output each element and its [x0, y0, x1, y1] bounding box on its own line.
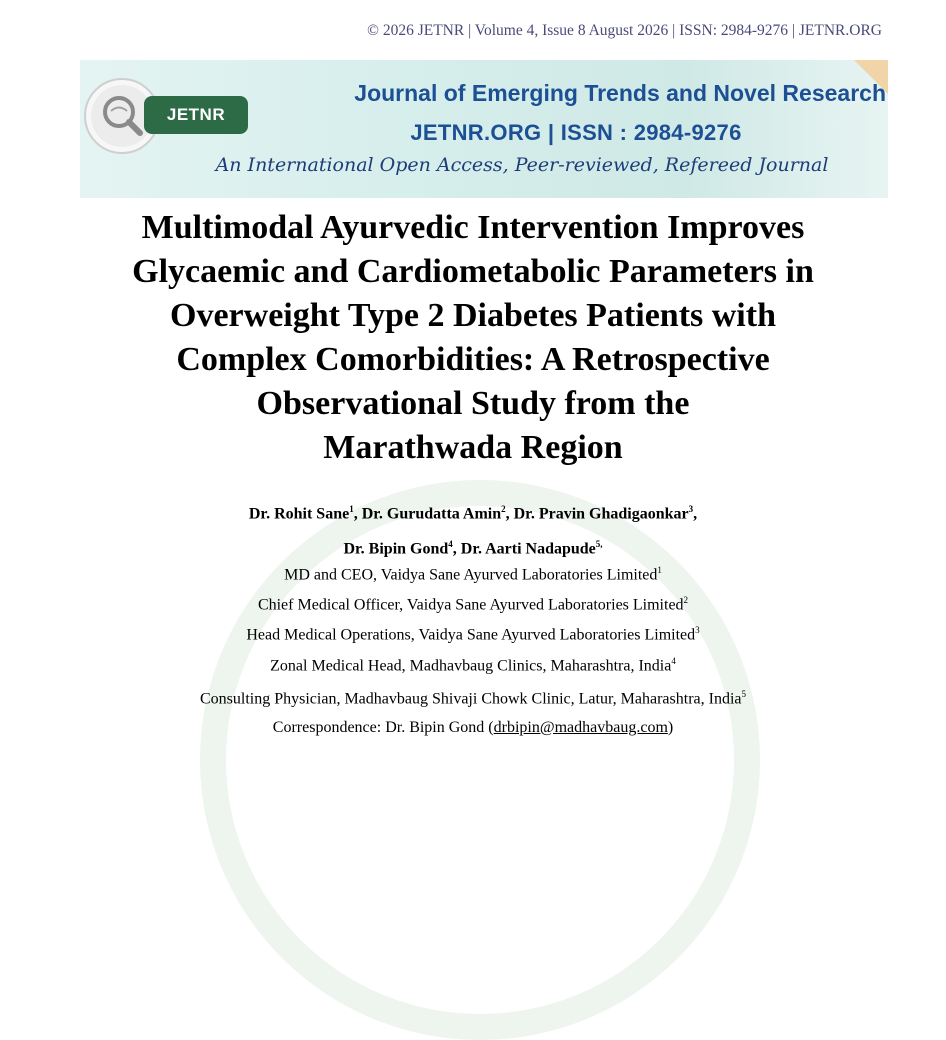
jetnr-logo: JETNR — [144, 96, 248, 134]
journal-issn: JETNR.ORG | ISSN : 2984-9276 — [410, 120, 742, 145]
affiliation-text: Consulting Physician, Madhavbaug Shivaji Chowk Clinic, Latur, Maharashtra, India — [200, 690, 742, 708]
affiliation-3 — [60, 620, 886, 645]
title-line: Observational Study from the — [256, 385, 690, 422]
correspondence-label: Correspondence: Dr. Bipin Gond ( — [272, 719, 494, 736]
author-name: Dr. Gurudatta Amin — [361, 505, 502, 523]
author-affiliation-mark: 4 — [448, 539, 453, 550]
author-separator: , — [505, 505, 514, 523]
affiliation-1 — [60, 560, 886, 585]
title-line: Multimodal Ayurvedic Intervention Improves — [141, 209, 805, 246]
affiliation-2 — [60, 590, 886, 615]
affiliation-mark: 1 — [657, 565, 662, 575]
affiliation-mark: 2 — [683, 595, 689, 605]
affiliation-4 — [60, 651, 886, 676]
affiliation-text: Chief Medical Officer, Vaidya Sane Ayurved Laboratories Limited — [257, 596, 684, 614]
title-line: Overweight Type 2 Diabetes Patients with — [170, 297, 776, 334]
author-line — [60, 494, 886, 529]
affiliation-mark: 3 — [695, 625, 700, 635]
title-line: Glycaemic and Cardiometabolic Parameters in — [132, 253, 814, 290]
correspondence-close: ) — [667, 719, 674, 736]
affiliation-text: Zonal Medical Head, Madhavbaug Clinics, Maharashtra, India — [270, 657, 672, 675]
journal-copyright-line: © 2026 JETNR | Volume 4, Issue 8 August 2026 | ISSN: 2984-9276 | JETNR.ORG — [367, 22, 882, 39]
author-separator: , — [452, 540, 461, 558]
affiliation-5 — [60, 684, 886, 709]
author-name: Dr. Pravin Ghadigaonkar — [513, 505, 689, 523]
author-name: Dr. Rohit Sane — [248, 505, 350, 523]
author-affiliation-mark: 3 — [688, 504, 694, 514]
author-list — [60, 494, 886, 565]
journal-name: Journal of Emerging Trends and Novel Research — [354, 80, 886, 106]
author-separator: , — [353, 505, 362, 523]
author-name: Dr. Aarti Nadapude — [460, 540, 596, 558]
journal-banner — [80, 60, 888, 198]
author-separator: , — [693, 505, 698, 523]
article-title — [60, 206, 886, 470]
author-name: Dr. Bipin Gond — [343, 540, 449, 558]
affiliation-mark: 5 — [741, 689, 746, 699]
author-affiliation-mark: 1 — [349, 504, 354, 514]
correspondence-line — [60, 718, 886, 738]
author-affiliation-mark: 2 — [501, 504, 506, 514]
affiliation-text: MD and CEO, Vaidya Sane Ayurved Laboratories Limited — [284, 566, 658, 584]
affiliation-mark: 4 — [671, 656, 676, 666]
affiliation-text: Head Medical Operations, Vaidya Sane Ayurved Laboratories Limited — [246, 626, 696, 644]
correspondence-email-link[interactable]: drbipin@madhavbaug.com — [493, 719, 668, 736]
journal-tagline: An International Open Access, Peer-reviewed, Refereed Journal — [215, 154, 829, 176]
author-affiliation-mark: 5, — [595, 539, 603, 550]
title-line: Complex Comorbidities: A Retrospective — [176, 341, 770, 378]
title-line: Marathwada Region — [323, 429, 623, 466]
